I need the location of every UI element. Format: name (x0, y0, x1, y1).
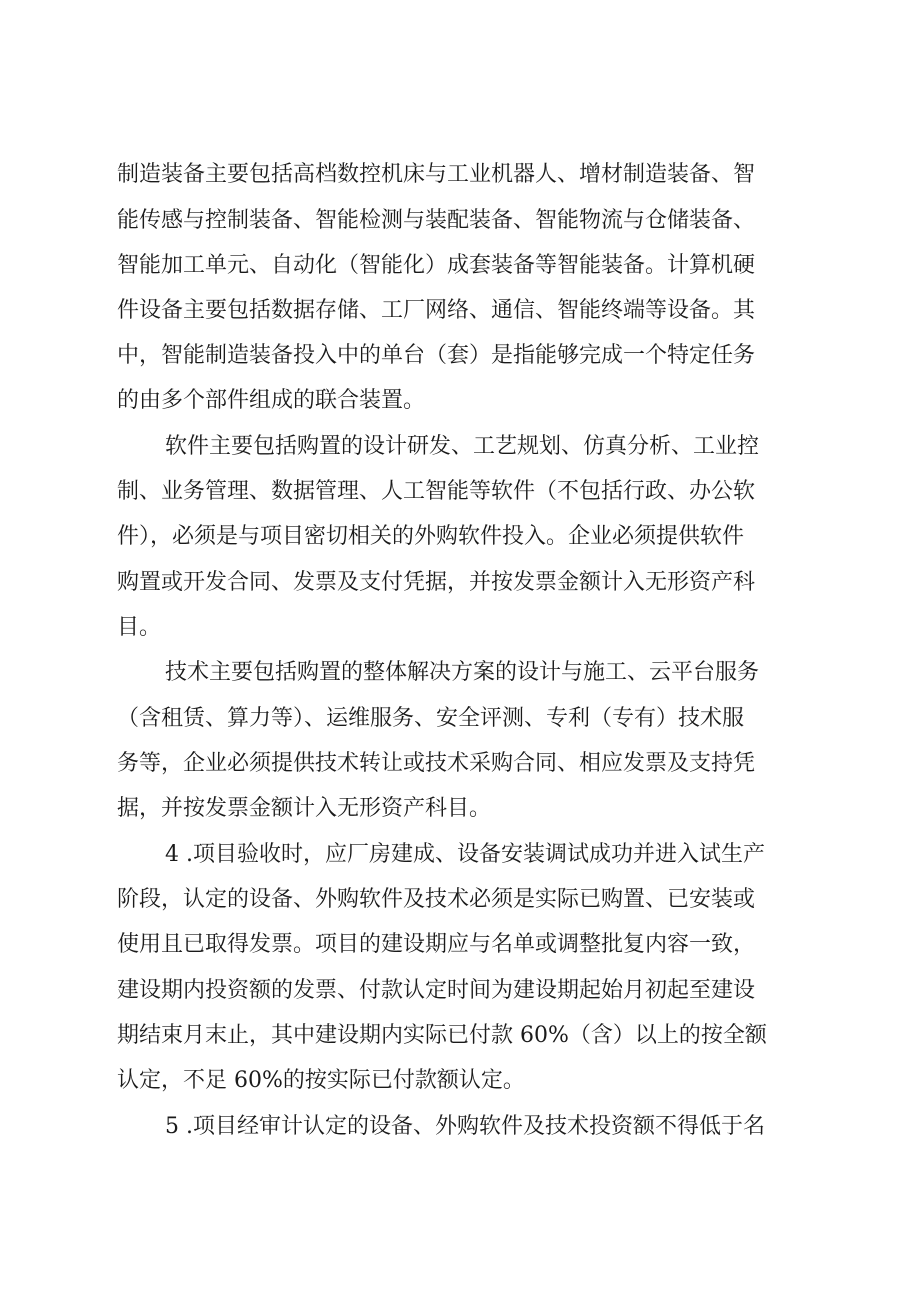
paragraph-2-line-1: 软件主要包括购置的设计研发、工艺规划、仿真分析、工业控 (165, 434, 760, 459)
paragraph-3-line-1: 技术主要包括购置的整体解决方案的设计与施工、云平台服务 (165, 660, 760, 685)
paragraph-5-line-1: 5 .项目经审计认定的设备、外购软件及技术投资额不得低于名 (165, 1114, 765, 1139)
paragraph-4-line-4: 建设期内投资额的发票、付款认定时间为建设期起始月初起至建设 (117, 978, 756, 1003)
paragraph-1-line-2: 能传感与控制装备、智能检测与装配装备、智能物流与仓储装备、 (117, 208, 756, 233)
paragraph-4-line-3: 使用且已取得发票。项目的建设期应与名单或调整批复内容一致， (117, 932, 756, 957)
paragraph-4-line-2: 阶段，认定的设备、外购软件及技术必须是实际已购置、已安装或 (117, 887, 756, 912)
paragraph-1-line-5: 中，智能制造装备投入中的单台（套）是指能够完成一个特定任务 (117, 343, 756, 368)
paragraph-4-line-5: 期结束月末止，其中建设期内实际已付款 60%（含）以上的按全额 (117, 1023, 767, 1048)
paragraph-2-line-4: 购置或开发合同、发票及支付凭据，并按发票金额计入无形资产科 (117, 570, 756, 595)
paragraph-1-line-4: 件设备主要包括数据存储、工厂网络、通信、智能终端等设备。其 (117, 298, 756, 323)
paragraph-3-line-4: 据，并按发票金额计入无形资产科目。 (117, 796, 492, 821)
paragraph-2-line-3: 件），必须是与项目密切相关的外购软件投入。企业必须提供软件 (117, 524, 745, 549)
paragraph-1-line-1: 制造装备主要包括高档数控机床与工业机器人、增材制造装备、智 (117, 162, 756, 187)
paragraph-1-line-3: 智能加工单元、自动化（智能化）成套装备等智能装备。计算机硬 (117, 253, 756, 278)
paragraph-2-line-5: 目。 (117, 615, 162, 640)
paragraph-3-line-3: 务等，企业必须提供技术转让或技术采购合同、相应发票及支持凭 (117, 751, 756, 776)
paragraph-4-line-6: 认定，不足 60%的按实际已付款额认定。 (117, 1068, 525, 1093)
paragraph-2-line-2: 制、业务管理、数据管理、人工智能等软件（不包括行政、办公软 (117, 479, 756, 504)
paragraph-4-line-1: 4 .项目验收时，应厂房建成、设备安装调试成功并进入试生产 (165, 842, 765, 867)
paragraph-1-line-6: 的由多个部件组成的联合装置。 (117, 388, 426, 413)
paragraph-3-line-2: （含租赁、算力等）、运维服务、安全评测、专利（专有）技术服 (117, 706, 745, 731)
